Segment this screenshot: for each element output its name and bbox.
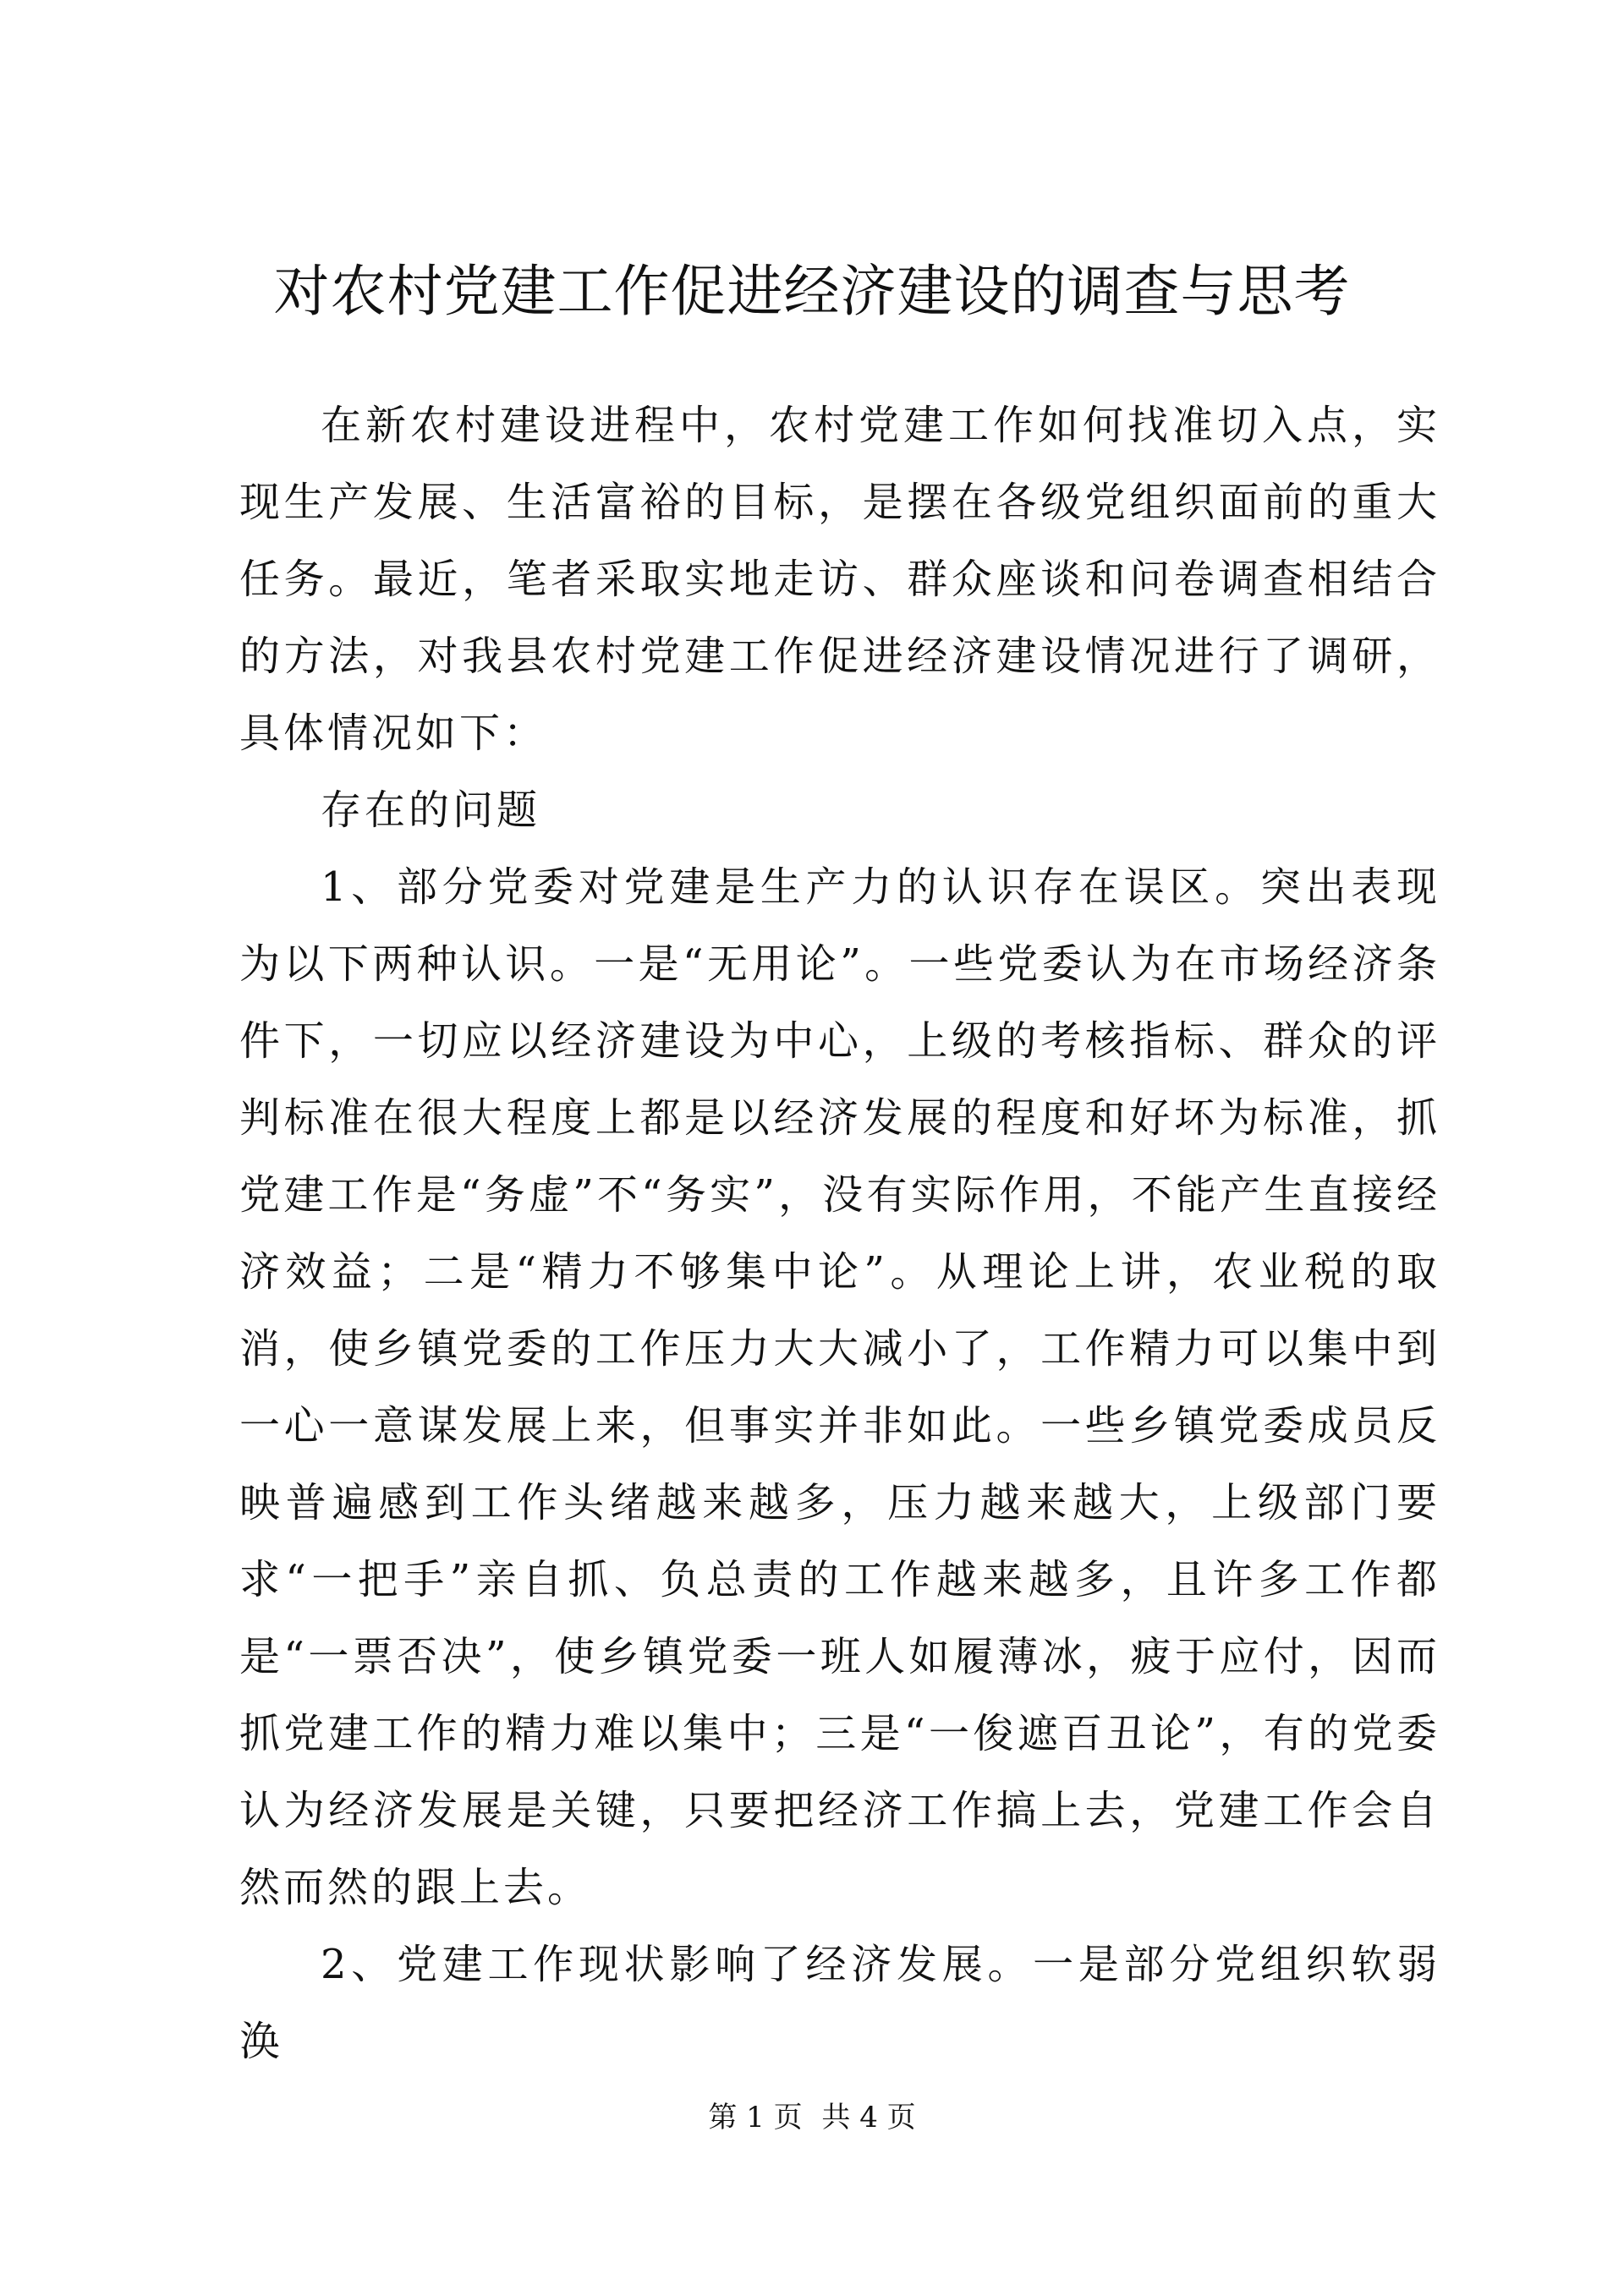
document-body [239, 387, 1440, 2080]
paragraph-point-1: 1、部分党委对党建是生产力的认识存在误区。突出表现为以下两种认识。一是“无用论”。一些党委认为在市场经济条件下，一切应以经济建设为中心，上级的考核指标、群众的评判标准在很大程度上都是以经济发展的程度和好坏为标准，抓党建工作是“务虚”不“务实”，没有实际作用，不能产生直接经济效益；二是“精力不够集中论”。从理论上讲，农业税的取消，使乡镇党委的工作压力大大减小了，工作精力可以集中到一心一意谋发展上来，但事实并非如此。一些乡镇党委成员反映普遍感到工作头绪越来越多，压力越来越大，上级部门要求“一把手”亲自抓、负总责的工作越来越多，且许多工作都是“一票否决”，使乡镇党委一班人如履薄冰，疲于应付，因而抓党建工作的精力难以集中；三是“一俊遮百丑论”，有的党委认为经济发展是关键，只要把经济工作搞上去，党建工作会自然而然的跟上去。 [239, 863, 1440, 1911]
paragraph-intro: 在新农村建设进程中，农村党建工作如何找准切入点，实现生产发展、生活富裕的目标，是摆在各级党组织面前的重大任务。最近，笔者采取实地走访、群众座谈和问卷调查相结合的方法，对我县农村党建工作促进经济建设情况进行了调研，具体情况如下： [239, 402, 1440, 757]
paragraph-point-2: 2、党建工作现状影响了经济发展。一是部分党组织软弱涣 [239, 1941, 1440, 2065]
document-title: 对农村党建工作促进经济建设的调查与思考 [273, 259, 1351, 324]
page-number: 第 1 页 [708, 2101, 803, 2134]
page-total: 共 4 页 [821, 2101, 916, 2134]
section-heading: 存在的问题 [321, 786, 541, 834]
page-footer [0, 2101, 1624, 2134]
